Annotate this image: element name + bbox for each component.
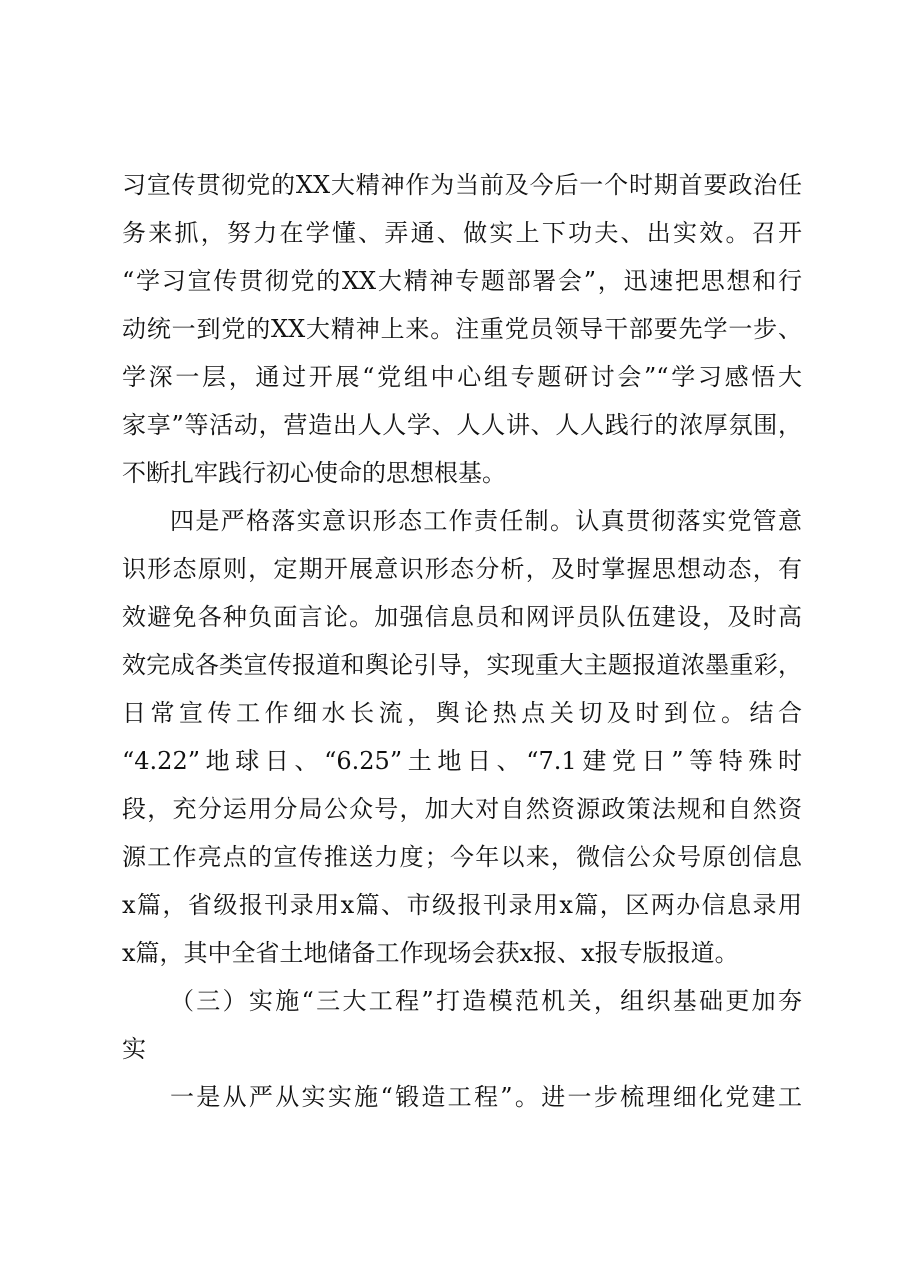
paragraph-line: 动统一到党的XX大精神上来。注重党员领导干部要先学一步、 [122,315,802,343]
paragraph-first-line: 四是严格落实意识形态工作责任制。认真贯彻落实党管意 [170,507,802,535]
paragraph-line: “4.22”地球日、“6.25”土地日、“7.1建党日”等特殊时 [122,747,802,775]
paragraph-first-line: 一是从严从实实施“锻造工程”。进一步梳理细化党建工 [170,1083,802,1111]
paragraph-line: 段，充分运用分局公众号，加大对自然资源政策法规和自然资 [122,795,802,823]
section-heading-line: 实 [122,1035,146,1063]
section-heading-line: （三）实施“三大工程”打造模范机关，组织基础更加夯 [170,987,802,1015]
paragraph-line: 效完成各类宣传报道和舆论引导，实现重大主题报道浓墨重彩， [122,651,802,679]
paragraph-line: 不断扎牢践行初心使命的思想根基。 [122,459,506,487]
paragraph-line: 效避免各种负面言论。加强信息员和网评员队伍建设，及时高 [122,603,802,631]
paragraph-line: 务来抓，努力在学懂、弄通、做实上下功夫、出实效。召开 [122,219,802,247]
paragraph-line: “学习宣传贯彻党的XX大精神专题部署会”，迅速把思想和行 [122,267,802,295]
paragraph-line: x篇，其中全省土地储备工作现场会获x报、x报专版报道。 [122,939,739,967]
paragraph-line: 家享”等活动，营造出人人学、人人讲、人人践行的浓厚氛围， [122,411,802,439]
paragraph-line: x篇，省级报刊录用x篇、市级报刊录用x篇，区两办信息录用 [122,891,802,919]
paragraph-line: 源工作亮点的宣传推送力度；今年以来，微信公众号原创信息 [122,843,802,871]
paragraph-line: 学深一层，通过开展“党组中心组专题研讨会”“学习感悟大 [122,363,802,391]
paragraph-line: 识形态原则，定期开展意识形态分析，及时掌握思想动态，有 [122,555,802,583]
paragraph-line: 日常宣传工作细水长流，舆论热点关切及时到位。结合 [122,699,802,727]
paragraph-line: 习宣传贯彻党的XX大精神作为当前及今后一个时期首要政治任 [122,171,802,199]
